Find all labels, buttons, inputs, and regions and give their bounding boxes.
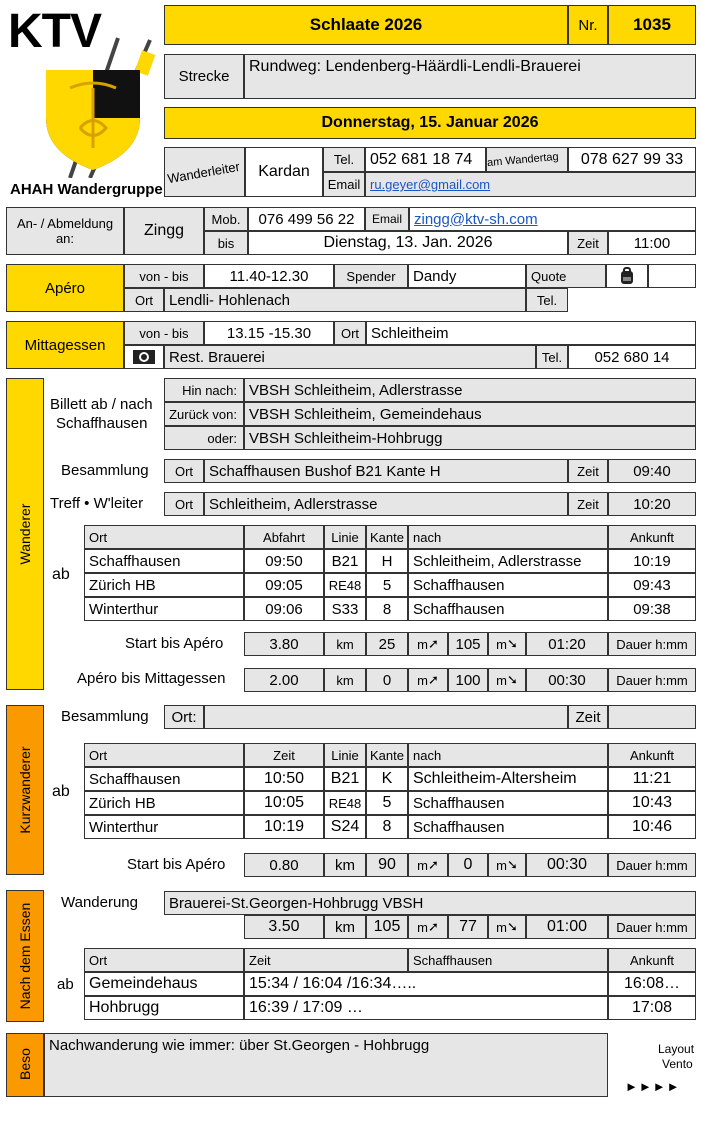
nr-label: Nr.	[568, 5, 608, 45]
table-row-cell: 15:34 / 16:04 /16:34…..	[244, 972, 608, 996]
w-start-up: 25	[366, 632, 408, 656]
table-row-cell: RE48	[324, 791, 366, 815]
n-dauer: 01:00	[526, 915, 608, 939]
besammlung-label: Besammlung	[61, 462, 149, 479]
w-apero-up-unit	[408, 668, 448, 692]
table-row-cell: Winterthur	[84, 815, 244, 839]
leader-tel: 052 681 18 74	[365, 147, 486, 172]
table-row-cell: 09:43	[608, 573, 696, 597]
beso-text: Nachwanderung wie immer: über St.Georgen - Hohbrugg	[44, 1033, 608, 1097]
table-row-cell: Schaffhausen	[408, 597, 608, 621]
apero-ort-label: Ort	[124, 288, 164, 312]
w-start-label: Start bis Apéro	[125, 635, 224, 652]
k-start-up-m: m	[417, 857, 428, 873]
logo-shield-icon	[10, 28, 160, 178]
k-start-down: 0	[448, 853, 488, 877]
kurz-ab: ab	[52, 783, 70, 800]
mittag-rest: Rest. Brauerei	[164, 345, 536, 369]
nach-route: Brauerei-St.Georgen-Hohbrugg VBSH	[164, 891, 696, 915]
apero-vonbis: 11.40-12.30	[204, 264, 334, 288]
n-down-m: m	[496, 919, 507, 935]
mittag-ort: Schleitheim	[366, 321, 696, 345]
zurueck-value: VBSH Schleitheim, Gemeindehaus	[244, 402, 696, 426]
w-apero-up: 0	[366, 668, 408, 692]
n-km: 3.50	[244, 915, 324, 939]
table-row-cell: Schaffhausen	[84, 549, 244, 573]
w-th-abfahrt: Abfahrt	[244, 525, 324, 549]
oder-value: VBSH Schleitheim-Hohbrugg	[244, 426, 696, 450]
k-start-dauer: 00:30	[526, 853, 608, 877]
mittag-tel: 052 680 14	[568, 345, 696, 369]
arrow-up-icon: ➚	[427, 636, 439, 651]
logo-subtitle: AHAH Wandergruppe	[10, 181, 163, 198]
k-start-dauer-label: Dauer h:mm	[608, 853, 696, 877]
logo-title: KTV	[8, 5, 101, 58]
table-row-cell: 09:05	[244, 573, 324, 597]
mittag-label: Mittagessen	[6, 321, 124, 369]
w-apero-dauer: 00:30	[526, 668, 608, 692]
bes-zeit-label: Zeit	[568, 459, 608, 483]
next-arrows-icon[interactable]: ►►►►	[625, 1079, 681, 1094]
k-start-up-unit	[408, 853, 448, 877]
k-start-up: 90	[366, 853, 408, 877]
table-row-cell: 10:19	[244, 815, 324, 839]
table-row-cell: 16:39 / 17:09 …	[244, 996, 608, 1020]
backpack-icon	[606, 264, 648, 288]
k-start-label: Start bis Apéro	[127, 856, 226, 873]
treff-zeit-label: Zeit	[568, 492, 608, 516]
w-th-ort: Ort	[84, 525, 244, 549]
arrow-up-icon: ➚	[427, 857, 439, 872]
leader-email-box	[365, 172, 696, 197]
nr-value: 1035	[608, 5, 696, 45]
n-th-zeit: Zeit	[244, 948, 408, 972]
k-start-down-unit	[488, 853, 526, 877]
w-th-ankunft: Ankunft	[608, 525, 696, 549]
anmeldung-label	[6, 207, 124, 255]
w-start-down: 105	[448, 632, 488, 656]
table-row-cell: RE48	[324, 573, 366, 597]
leader-label: Wanderleiter	[166, 158, 241, 186]
table-row-cell: 8	[366, 597, 408, 621]
w-start-up-unit	[408, 632, 448, 656]
table-row-cell: 09:50	[244, 549, 324, 573]
w-start-down-m: m	[496, 636, 507, 652]
w-start-dauer-label: Dauer h:mm	[608, 632, 696, 656]
table-row-cell: 10:05	[244, 791, 324, 815]
n-th-ankunft: Ankunft	[608, 948, 696, 972]
table-row-cell: 11:21	[608, 767, 696, 791]
treff-ort-label: Ort	[164, 492, 204, 516]
n-th-sh: Schaffhausen	[408, 948, 608, 972]
table-row-cell: 09:38	[608, 597, 696, 621]
anmeldung-label-2: an:	[55, 231, 75, 246]
strecke-label: Strecke	[164, 54, 244, 99]
table-row-cell: 10:19	[608, 549, 696, 573]
table-row-cell: 09:06	[244, 597, 324, 621]
leader-email-label: Email	[323, 172, 365, 197]
leader-tel-label: Tel.	[323, 147, 365, 172]
w-apero-label: Apéro bis Mittagessen	[77, 670, 226, 687]
n-dauer-label: Dauer h:mm	[608, 915, 696, 939]
apero-label: Apéro	[6, 264, 124, 312]
w-th-nach: nach	[408, 525, 608, 549]
apero-quote-label: Quote	[526, 264, 606, 288]
w-apero-km-label: km	[324, 668, 366, 692]
anmeldung-bis-label: bis	[204, 231, 248, 255]
apero-ort: Lendli- Hohlenach	[164, 288, 526, 312]
leader-am-tel: 078 627 99 33	[568, 147, 696, 172]
n-up-unit	[408, 915, 448, 939]
table-row-cell: S24	[324, 815, 366, 839]
bes-zeit: 09:40	[608, 459, 696, 483]
k-th-kante: Kante	[366, 743, 408, 767]
k-th-nach: nach	[408, 743, 608, 767]
table-row-cell: 5	[366, 573, 408, 597]
anmeldung-name: Zingg	[124, 207, 204, 255]
bes-ort: Schaffhausen Bushof B21 Kante H	[204, 459, 568, 483]
mittag-vonbis-label: von - bis	[124, 321, 204, 345]
kurz-ort-label: Ort:	[164, 705, 204, 729]
k-th-ort: Ort	[84, 743, 244, 767]
n-up: 105	[366, 915, 408, 939]
arrow-down-icon: ➘	[506, 919, 518, 934]
anmeldung-email-label: Email	[365, 207, 409, 231]
anmeldung-zeit-label: Zeit	[568, 231, 608, 255]
table-row-cell: 10:46	[608, 815, 696, 839]
table-row-cell: 17:08	[608, 996, 696, 1020]
nach-side-label: Nach dem Essen	[17, 902, 33, 1010]
mittag-ort-label: Ort	[334, 321, 366, 345]
arrow-down-icon: ➘	[506, 636, 518, 651]
leader-am-label: am Wandertag	[486, 150, 560, 169]
w-start-km-label: km	[324, 632, 366, 656]
plate-icon	[124, 345, 164, 369]
table-row-cell: 8	[366, 815, 408, 839]
hike-date: Donnerstag, 15. Januar 2026	[164, 107, 696, 139]
arrow-down-icon: ➘	[506, 857, 518, 872]
billett-label-1: Billett ab / nach	[50, 396, 153, 413]
treff-ort: Schleitheim, Adlerstrasse	[204, 492, 568, 516]
wanderer-ab: ab	[52, 566, 70, 583]
w-th-kante: Kante	[366, 525, 408, 549]
zurueck-label: Zurück von:	[164, 402, 244, 426]
k-th-linie: Linie	[324, 743, 366, 767]
leader-label-box	[164, 147, 245, 197]
table-row-cell: 10:43	[608, 791, 696, 815]
table-row-cell: S33	[324, 597, 366, 621]
w-apero-down-m: m	[496, 672, 507, 688]
k-th-ankunft: Ankunft	[608, 743, 696, 767]
table-row-cell: B21	[324, 549, 366, 573]
n-th-ort: Ort	[84, 948, 244, 972]
table-row-cell: Schleitheim-Altersheim	[408, 767, 608, 791]
anmeldung-email-link[interactable]: zingg@ktv-sh.com	[414, 210, 538, 228]
k-start-km-label: km	[324, 853, 366, 877]
apero-quote-empty	[648, 264, 696, 288]
k-th-zeit: Zeit	[244, 743, 324, 767]
treff-label: Treff • W'leiter	[50, 495, 144, 512]
table-row-cell: 16:08…	[608, 972, 696, 996]
w-apero-km: 2.00	[244, 668, 324, 692]
arrow-up-icon: ➚	[427, 672, 439, 687]
n-km-label: km	[324, 915, 366, 939]
layout-label-1: Layout	[658, 1042, 695, 1056]
n-down: 77	[448, 915, 488, 939]
anmeldung-label-1: An- / Abmeldung	[16, 216, 114, 231]
apero-tel-label: Tel.	[526, 288, 568, 312]
strecke-value: Rundweg: Lendenberg-Häärdli-Lendli-Brauerei	[244, 54, 696, 99]
apero-spender: Dandy	[408, 264, 526, 288]
w-apero-down-unit	[488, 668, 526, 692]
apero-vonbis-label: von - bis	[124, 264, 204, 288]
k-start-down-m: m	[496, 857, 507, 873]
leader-name: Kardan	[245, 147, 323, 197]
layout-label-2: Vento	[662, 1057, 693, 1071]
anmeldung-bis: Dienstag, 13. Jan. 2026	[248, 231, 568, 255]
apero-spender-label: Spender	[334, 264, 408, 288]
anmeldung-zeit: 11:00	[608, 231, 696, 255]
table-row-cell: Zürich HB	[84, 573, 244, 597]
k-start-km: 0.80	[244, 853, 324, 877]
kurz-side-label: Kurzwanderer	[17, 746, 33, 834]
nach-wand-label: Wanderung	[61, 894, 138, 911]
kurz-ort	[204, 705, 568, 729]
table-row-cell: 10:50	[244, 767, 324, 791]
table-row-cell: Winterthur	[84, 597, 244, 621]
table-row-cell: Schaffhausen	[84, 767, 244, 791]
table-row-cell: Gemeindehaus	[84, 972, 244, 996]
nach-ab: ab	[57, 976, 74, 993]
table-row-cell: H	[366, 549, 408, 573]
treff-zeit: 10:20	[608, 492, 696, 516]
table-row-cell: Schleitheim, Adlerstrasse	[408, 549, 608, 573]
table-row-cell: Schaffhausen	[408, 573, 608, 597]
leader-email-link[interactable]: ru.geyer@gmail.com	[370, 177, 491, 192]
leader-am-box	[486, 147, 568, 172]
w-apero-dauer-label: Dauer h:mm	[608, 668, 696, 692]
w-th-linie: Linie	[324, 525, 366, 549]
w-apero-down: 100	[448, 668, 488, 692]
kurz-bes-label: Besammlung	[61, 708, 149, 725]
table-row-cell: B21	[324, 767, 366, 791]
hin-label: Hin nach:	[164, 378, 244, 402]
n-up-m: m	[417, 919, 428, 935]
n-down-unit	[488, 915, 526, 939]
anmeldung-mob-label: Mob.	[204, 207, 248, 231]
kurz-zeit-label: Zeit	[568, 705, 608, 729]
table-row-cell: K	[366, 767, 408, 791]
oder-label: oder:	[164, 426, 244, 450]
table-row-cell: 5	[366, 791, 408, 815]
beso-side-label: Beso	[17, 1048, 33, 1080]
page-title: Schlaate 2026	[164, 5, 568, 45]
anmeldung-email-box	[409, 207, 696, 231]
table-row-cell: Schaffhausen	[408, 815, 608, 839]
arrow-up-icon: ➚	[427, 919, 439, 934]
table-row-cell: Hohbrugg	[84, 996, 244, 1020]
table-row-cell: Schaffhausen	[408, 791, 608, 815]
bes-ort-label: Ort	[164, 459, 204, 483]
kurz-zeit	[608, 705, 696, 729]
arrow-down-icon: ➘	[506, 672, 518, 687]
w-start-dauer: 01:20	[526, 632, 608, 656]
mittag-tel-label: Tel.	[536, 345, 568, 369]
table-row-cell: Zürich HB	[84, 791, 244, 815]
hin-value: VBSH Schleitheim, Adlerstrasse	[244, 378, 696, 402]
billett-label-2: Schaffhausen	[56, 415, 148, 432]
anmeldung-mob: 076 499 56 22	[248, 207, 365, 231]
w-start-down-unit	[488, 632, 526, 656]
w-start-km: 3.80	[244, 632, 324, 656]
w-start-up-m: m	[417, 636, 428, 652]
mittag-vonbis: 13.15 -15.30	[204, 321, 334, 345]
w-apero-up-m: m	[417, 672, 428, 688]
wanderer-side-label: Wanderer	[17, 503, 33, 565]
